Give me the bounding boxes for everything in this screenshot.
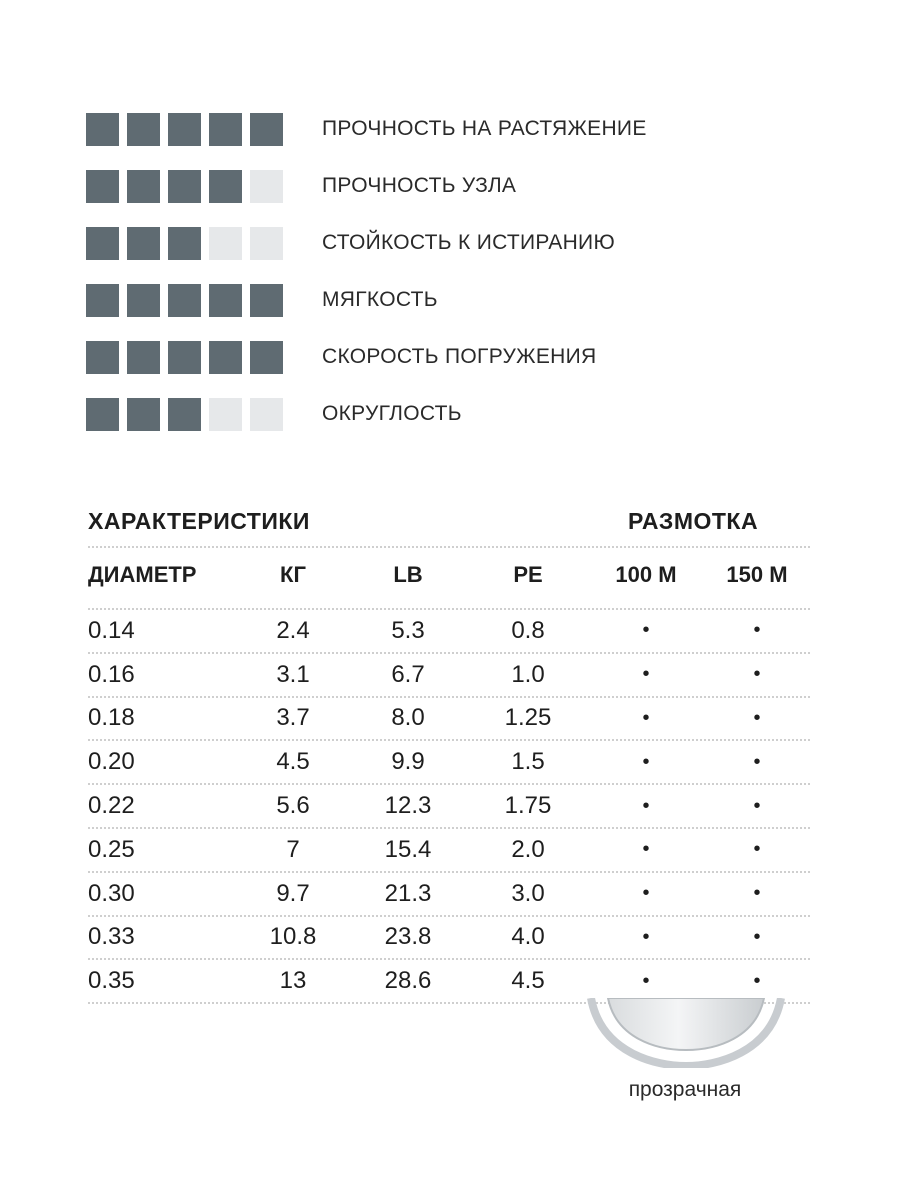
cell-diameter: 0.33 [88,923,135,951]
cell-diameter: 0.22 [88,792,135,820]
table-row [88,698,810,740]
rating-square-empty [209,398,242,431]
col-100m: 100 М [615,562,677,587]
rating-label: ПРОЧНОСТЬ УЗЛА [322,174,517,197]
cell-lb: 28.6 [384,967,432,995]
rating-squares [86,227,322,260]
table-row [88,873,810,915]
cell-lb: 6.7 [391,660,425,688]
rating-square-filled [209,341,242,374]
cell-pe: 1.25 [504,704,552,732]
rating-square-filled [86,341,119,374]
rating-label: МЯГКОСТЬ [322,288,438,311]
rating-square-filled [86,170,119,203]
spec-rows [88,610,810,1004]
rating-row-tensile [86,112,786,146]
cell-kg: 2.4 [276,616,310,644]
cell-lb: 23.8 [384,923,432,951]
rating-square-filled [168,170,201,203]
spec-table [88,500,810,1004]
rating-square-filled [168,227,201,260]
cell-150m: • [753,925,761,948]
cell-lb: 9.9 [391,748,425,776]
rating-square-filled [127,341,160,374]
rating-row-abrasion [86,226,786,260]
cell-lb: 21.3 [384,879,432,907]
cell-kg: 7 [286,835,300,863]
cell-150m: • [753,619,761,642]
cell-kg: 3.1 [276,660,310,688]
cell-pe: 1.75 [504,792,552,820]
col-lb: LB [393,562,423,587]
rating-square-filled [250,113,283,146]
cell-100m: • [642,663,650,686]
rating-squares [86,284,322,317]
table-row [88,960,810,1002]
cell-150m: • [753,663,761,686]
col-diameter: ДИАМЕТР [88,562,197,587]
cell-150m: • [753,969,761,992]
cell-kg: 3.7 [276,704,310,732]
cell-100m: • [642,838,650,861]
rating-square-filled [168,113,201,146]
cell-pe: 1.5 [511,748,545,776]
rating-square-filled [86,227,119,260]
cell-diameter: 0.14 [88,616,135,644]
rating-square-empty [209,227,242,260]
cell-diameter: 0.35 [88,967,135,995]
table-row [88,610,810,652]
cell-pe: 0.8 [511,616,545,644]
rating-square-filled [127,227,160,260]
rating-label: ОКРУГЛОСТЬ [322,402,462,425]
cell-pe: 4.5 [511,967,545,995]
spec-title: ХАРАКТЕРИСТИКИ [88,508,310,534]
cell-diameter: 0.20 [88,748,135,776]
cell-100m: • [642,794,650,817]
col-150m: 150 М [726,562,788,587]
cell-diameter: 0.30 [88,879,135,907]
cell-lb: 12.3 [384,792,432,820]
rating-square-filled [209,113,242,146]
cell-100m: • [642,969,650,992]
rating-row-sink-rate [86,340,786,374]
column-headers [88,548,810,602]
cell-100m: • [642,619,650,642]
cell-100m: • [642,750,650,773]
spec-header [88,500,810,540]
spool-color-caption: прозрачная [628,1078,742,1101]
table-row [88,829,810,871]
rating-square-filled [209,284,242,317]
rating-label: СКОРОСТЬ ПОГРУЖЕНИЯ [322,345,597,368]
rating-square-filled [127,398,160,431]
rating-square-filled [127,284,160,317]
rating-square-filled [168,398,201,431]
rating-square-empty [250,170,283,203]
cell-100m: • [642,925,650,948]
cell-lb: 5.3 [391,616,425,644]
rating-row-roundness [86,397,786,431]
cell-lb: 8.0 [391,704,425,732]
table-row [88,654,810,696]
cell-100m: • [642,882,650,905]
cell-150m: • [753,838,761,861]
rating-label: ПРОЧНОСТЬ НА РАСТЯЖЕНИЕ [322,117,647,140]
rating-square-filled [250,284,283,317]
cell-lb: 15.4 [384,835,432,863]
rating-squares [86,341,322,374]
rating-square-filled [86,113,119,146]
rating-square-filled [127,113,160,146]
cell-diameter: 0.18 [88,704,135,732]
cell-150m: • [753,794,761,817]
rating-label: СТОЙКОСТЬ К ИСТИРАНИЮ [322,231,615,254]
table-row [88,741,810,783]
rating-square-filled [127,170,160,203]
col-kg: КГ [280,562,306,587]
cell-kg: 5.6 [276,792,310,820]
cell-diameter: 0.25 [88,835,135,863]
cell-kg: 4.5 [276,748,310,776]
ratings-list [86,112,786,454]
rating-square-filled [86,398,119,431]
rating-squares [86,113,322,146]
cell-kg: 9.7 [276,879,310,907]
rating-square-empty [250,398,283,431]
cell-150m: • [753,706,761,729]
rating-square-filled [250,341,283,374]
rating-square-filled [209,170,242,203]
cell-kg: 13 [279,967,307,995]
cell-kg: 10.8 [269,923,317,951]
rating-squares [86,170,322,203]
cell-diameter: 0.16 [88,660,135,688]
rating-row-knot [86,169,786,203]
col-pe: PE [513,562,543,587]
rating-square-filled [168,341,201,374]
table-row [88,917,810,959]
cell-100m: • [642,706,650,729]
cell-pe: 4.0 [511,923,545,951]
rating-row-softness [86,283,786,317]
rating-square-filled [86,284,119,317]
table-row [88,785,810,827]
cell-pe: 3.0 [511,879,545,907]
cell-pe: 2.0 [511,835,545,863]
rating-square-filled [168,284,201,317]
cell-pe: 1.0 [511,660,545,688]
cell-150m: • [753,750,761,773]
rating-squares [86,398,322,431]
cell-150m: • [753,882,761,905]
spool-image [586,998,786,1068]
rating-square-empty [250,227,283,260]
spool-title: РАЗМОТКА [628,508,759,534]
